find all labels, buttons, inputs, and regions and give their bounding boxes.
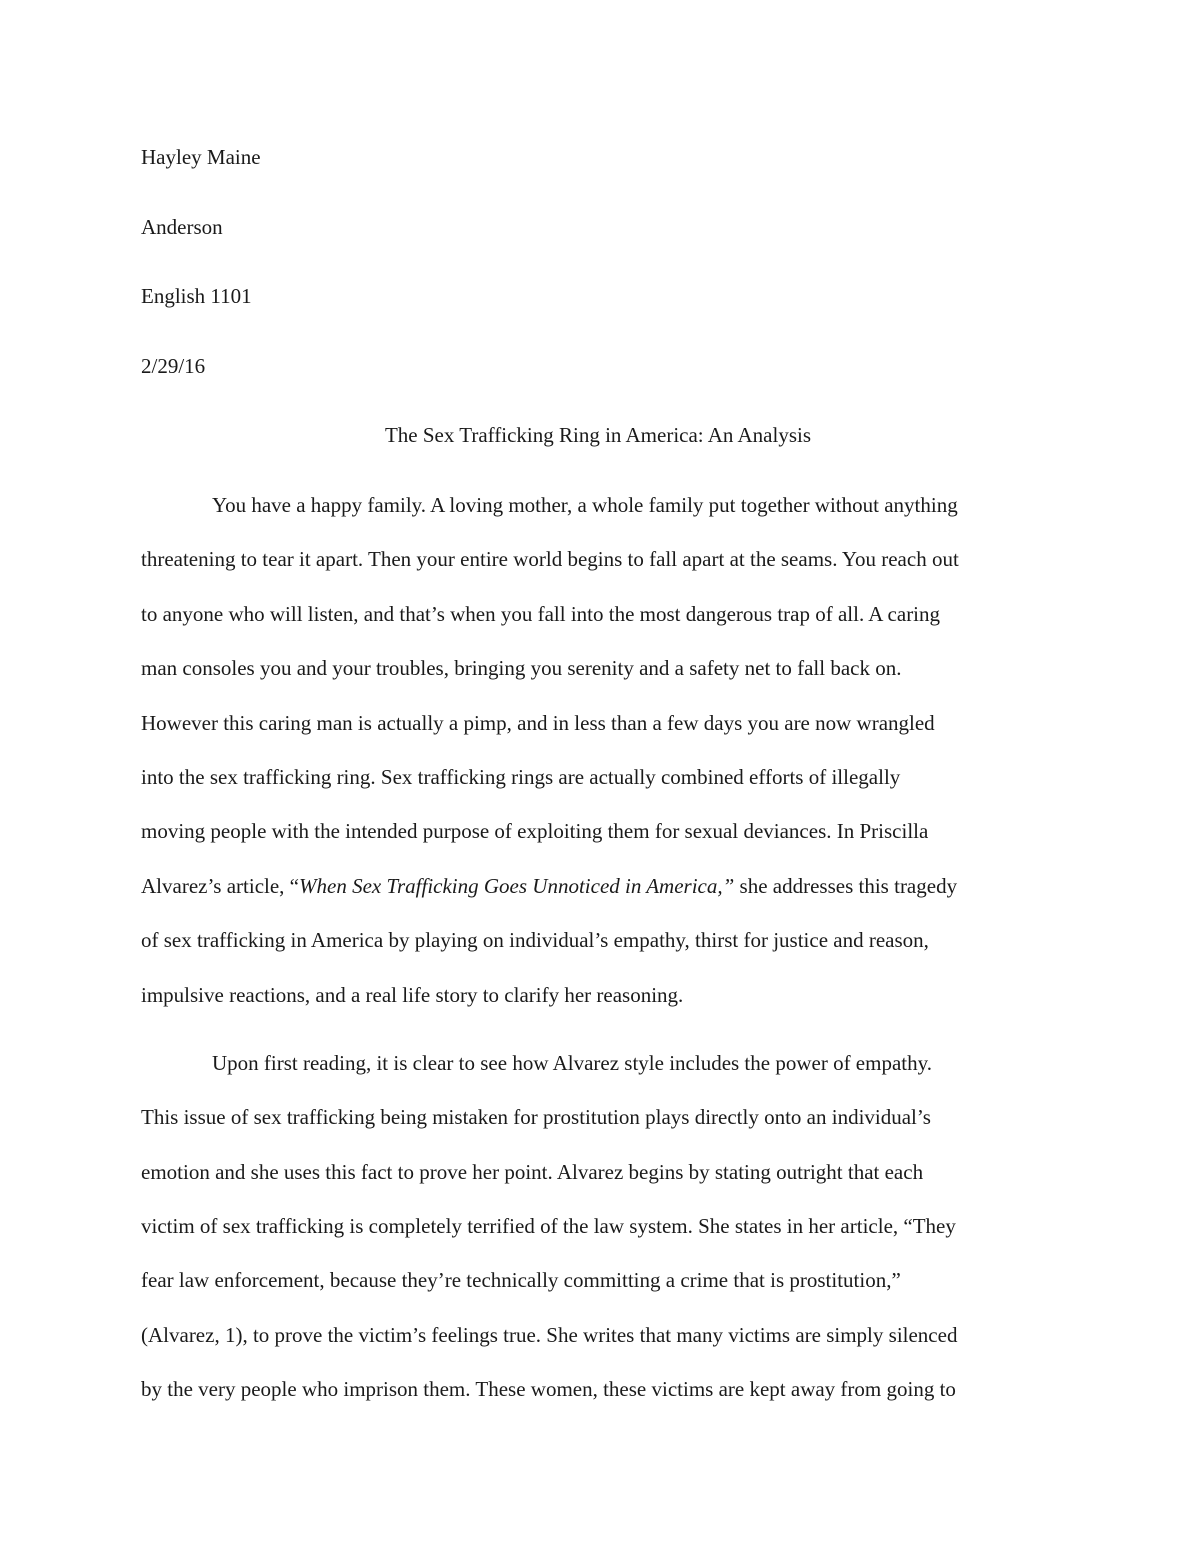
- article-title: When Sex Trafficking Goes Unnoticed in America,”: [299, 873, 735, 898]
- paragraph-2-line: fear law enforcement, because they’re technically committing a crime that is prostitution,”: [141, 1268, 901, 1293]
- header-block: [141, 140, 1061, 418]
- paragraph-2-line: (Alvarez, 1), to prove the victim’s feelings true. She writes that many victims are simply silenced: [141, 1322, 958, 1347]
- instructor-name: Anderson: [141, 214, 223, 239]
- paragraph-1-line: moving people with the intended purpose of exploiting them for sexual deviances. In Priscilla: [141, 819, 929, 844]
- course-name: English 1101: [141, 284, 252, 308]
- text-segment: Alvarez’s article, “: [141, 873, 299, 898]
- paragraph-2-line: by the very people who imprison them. These women, these victims are kept away from going to: [141, 1377, 956, 1402]
- paragraph-1-line: However this caring man is actually a pimp, and in less than a few days you are now wrangled: [141, 710, 935, 735]
- paragraph-1-line: into the sex trafficking ring. Sex trafficking rings are actually combined efforts of illegally: [141, 764, 901, 789]
- paragraph-2-line: emotion and she uses this fact to prove her point. Alvarez begins by stating outright that each: [141, 1159, 924, 1184]
- paragraph-1-line: threatening to tear it apart. Then your entire world begins to fall apart at the seams. You reach out: [141, 547, 959, 572]
- document-body: [141, 488, 1059, 1427]
- document-title: The Sex Trafficking Ring in America: An Analysis: [384, 423, 811, 447]
- paragraph-2-line: This issue of sex trafficking being mistaken for prostitution plays directly onto an individual’s: [141, 1105, 931, 1130]
- paragraph-1-line: impulsive reactions, and a real life story to clarify her reasoning.: [141, 982, 684, 1007]
- paragraph-1-line-citation: [141, 869, 1059, 903]
- paragraph-1-line: You have a happy family. A loving mother, a whole family put together without anything: [212, 493, 958, 517]
- paragraph-gap: [141, 1032, 1059, 1046]
- author-name: Hayley Maine: [141, 145, 261, 169]
- paragraph-2-line: Upon first reading, it is clear to see how Alvarez style includes the power of empathy.: [212, 1050, 933, 1075]
- paragraph-1-line: of sex trafficking in America by playing on individual’s empathy, thirst for justice and reason,: [141, 928, 929, 953]
- paragraph-1-line: to anyone who will listen, and that’s when you fall into the most dangerous trap of all. A caring: [141, 601, 941, 626]
- text-segment: she addresses this tragedy: [734, 873, 958, 898]
- date: 2/29/16: [141, 353, 206, 378]
- paragraph-1-line: man consoles you and your troubles, bringing you serenity and a safety net to fall back on.: [141, 656, 902, 681]
- paragraph-2-line: victim of sex trafficking is completely terrified of the law system. She states in her article, “They: [141, 1214, 956, 1239]
